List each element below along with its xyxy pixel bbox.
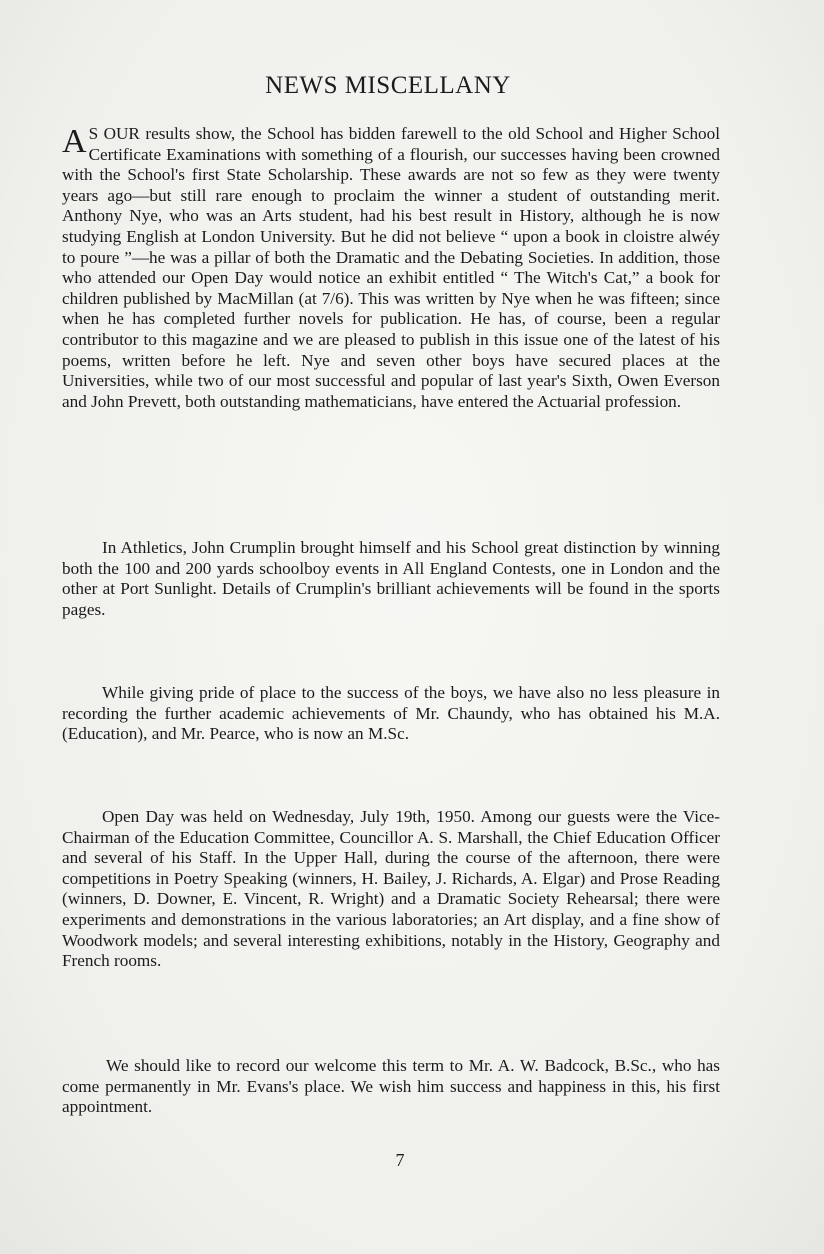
drop-cap: A [62, 123, 87, 160]
paragraph-text: S OUR results show, the School has bidden farewell to the old School and Higher School Certificate Examinations with something of a flourish, our successes having been crowned with the School's first State Scholarship. These awards are not so few as they were twenty years ago—but still rare enough to proclaim the winner a student of outstanding merit. Anthony Nye, who was an Arts student, had his best result in History, although he is now studying English at London University. But he did not believe “ upon a book in cloistre alwéy to poure ”—he was a pillar of both the Dramatic and the Debating Societies. In addition, those who attended our Open Day would notice an exhibit entitled “ The Witch's Cat,” a book for children published by MacMillan (at 7/6). This was written by Nye when he was fifteen; since when he has completed further novels for publication. He has, of course, been a regular contributor to this magazine and we are pleased to publish in this issue one of the latest of his poems, written before he left. Nye and seven other boys have secured places at the Universities, while two of our most successful and popular of last year's Sixth, Owen Everson and John Prevett, both outstanding mathematicians, have entered the Actuarial profession. [62, 124, 720, 411]
paragraph-open-day: Open Day was held on Wednesday, July 19th, 1950. Among our guests were the Vice-Chairman of the Education Committee, Councillor A. S. Marshall, the Chief Education Officer and several of his Staff. In the Upper Hall, during the course of the afternoon, there were competitions in Poetry Speaking (winners, H. Bailey, J. Richards, A. Elgar) and Prose Reading (winners, D. Downer, E. Vincent, R. Wright) and a Dramatic Society Rehearsal; there were experiments and demonstrations in the various laboratories; an Art display, and a fine show of Woodwork models; and several interesting exhibitions, notably in the History, Geography and French rooms. [62, 807, 720, 971]
page-number: 7 [395, 1150, 405, 1170]
page-title: NEWS MISCELLANY [265, 72, 511, 99]
paragraph-staff-achievements: While giving pride of place to the success of the boys, we have also no less pleasure in recording the further academic achievements of Mr. Chaundy, who has obtained his M.A. (Education), and Mr. Pearce, who is now an M.Sc. [62, 683, 720, 744]
paragraph-results [62, 124, 720, 412]
paragraph-athletics: In Athletics, John Crumplin brought himself and his School great distinction by winning both the 100 and 200 yards schoolboy events in All England Contests, one in London and the other at Port Sunlight. Details of Crumplin's brilliant achievements will be found in the sports pages. [62, 538, 720, 619]
paragraph-welcome: We should like to record our welcome this term to Mr. A. W. Badcock, B.Sc., who has come permanently in Mr. Evans's place. We wish him success and happiness in this, his first appointment. [62, 1056, 720, 1117]
